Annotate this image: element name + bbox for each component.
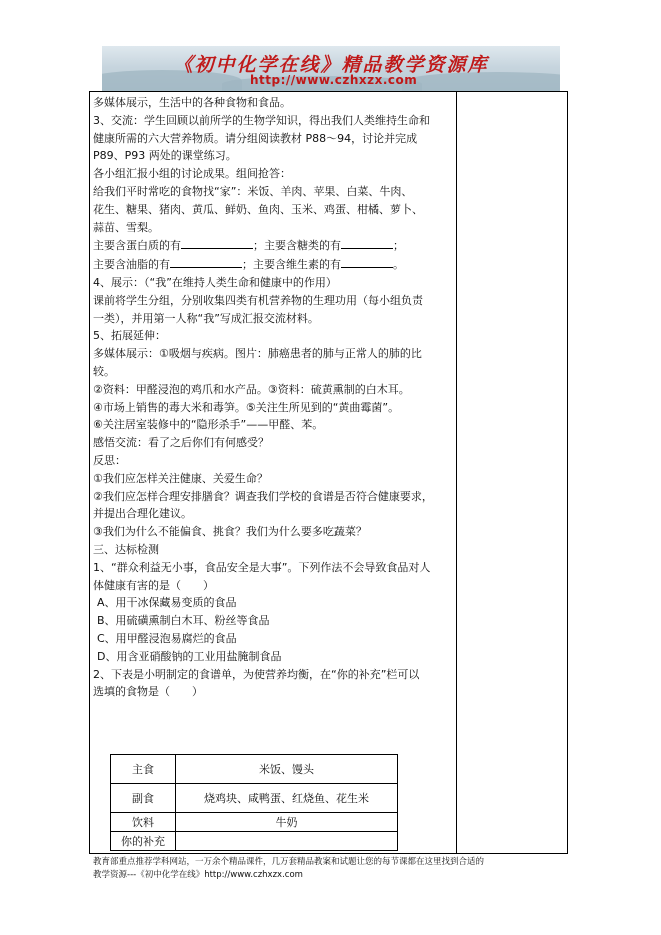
table-row bbox=[111, 813, 398, 832]
text-line: 感悟交流：看了之后你们有何感受？ bbox=[93, 436, 269, 450]
fill-blank-line bbox=[93, 255, 453, 274]
text-line: 反思： bbox=[93, 453, 126, 467]
row-label: 你的补充 bbox=[111, 832, 176, 851]
row-value: 烧鸡块、咸鸭蛋、红烧鱼、花生米 bbox=[176, 784, 398, 813]
table-row bbox=[111, 755, 398, 784]
text-line: 各小组汇报小组的讨论成果。组间抢答： bbox=[93, 167, 291, 181]
blank-label: ；主要含糖类的有 bbox=[253, 239, 341, 253]
banner-title: 《初中化学在线》精品教学资源库 bbox=[173, 54, 489, 76]
punct: ； bbox=[393, 239, 404, 253]
option-c: C、用甲醛浸泡易腐烂的食品 bbox=[97, 631, 237, 645]
answer-blank[interactable] bbox=[341, 236, 393, 249]
text-line: 4、展示：（“我”在维持人类生命和健康中的作用） bbox=[93, 275, 337, 289]
question-2: 2、下表是小明制定的食谱单，为使营养均衡，在“你的补充”栏可以 bbox=[93, 667, 420, 681]
answer-blank[interactable] bbox=[170, 255, 242, 268]
text-line: 一类），并用第一人称“我”写成汇报交流材料。 bbox=[93, 311, 319, 325]
text-line: 5、拓展延伸： bbox=[93, 329, 166, 343]
header-banner bbox=[102, 46, 560, 92]
option-b: B、用硫磺熏制白木耳、粉丝等食品 bbox=[97, 614, 270, 628]
text-line: 较。 bbox=[93, 364, 115, 378]
text-line: ②资料：甲醛浸泡的鸡爪和水产品。③资料：硫黄熏制的白木耳。 bbox=[93, 382, 410, 396]
table-row bbox=[111, 784, 398, 813]
text-line: ⑥关注居室装修中的“隐形杀手”——甲醛、苯。 bbox=[93, 418, 324, 432]
menu-table bbox=[110, 754, 398, 851]
row-label: 饮料 bbox=[111, 813, 176, 832]
text-line: 体健康有害的是（ ） bbox=[93, 578, 214, 592]
blank-label: 主要含蛋白质的有 bbox=[93, 239, 181, 253]
text-line: 蒜苗、雪梨。 bbox=[93, 220, 159, 234]
text-line: P89、P93 两处的课堂练习。 bbox=[93, 149, 237, 163]
banner-url[interactable]: http://www.czhxzx.com bbox=[250, 73, 418, 87]
text-line: ①我们应怎样关注健康、关爱生命？ bbox=[93, 471, 268, 485]
section-heading: 三、达标检测 bbox=[93, 542, 159, 556]
text-line: 选填的食物是（ ） bbox=[93, 685, 203, 699]
column-divider bbox=[456, 91, 457, 854]
punct: 。 bbox=[393, 258, 404, 272]
text-line: 健康所需的六大营养物质。请分组阅读教材 P88～94，讨论并完成 bbox=[93, 131, 418, 145]
answer-blank[interactable] bbox=[341, 255, 393, 268]
option-d: D、用含亚硝酸钠的工业用盐腌制食品 bbox=[97, 649, 282, 663]
row-value-blank[interactable] bbox=[176, 832, 398, 851]
text-line: 3、交流：学生回顾以前所学的生物学知识，得出我们人类维持生命和 bbox=[93, 113, 430, 127]
question-1: 1、“群众利益无小事，食品安全是大事”。下列作法不会导致食品对人 bbox=[93, 560, 431, 574]
page-footer bbox=[93, 856, 573, 882]
table-row bbox=[111, 832, 398, 851]
footer-line: 教育部重点推荐学科网站，一万余个精品课件，几万套精品教案和试题让您的每节课都在这里找到合适的 bbox=[93, 857, 485, 867]
text-line: 多媒体展示，生活中的各种食物和食品。 bbox=[93, 96, 291, 109]
row-value: 米饭、馒头 bbox=[176, 755, 398, 784]
footer-line: 教学资源---《初中化学在线》http://www.czhxzx.com bbox=[93, 870, 303, 880]
text-line: 课前将学生分组，分别收集四类有机营养物的生理功用（每小组负责 bbox=[93, 293, 423, 307]
blank-label: ；主要含维生素的有 bbox=[242, 258, 341, 272]
row-value: 牛奶 bbox=[176, 813, 398, 832]
text-line: 多媒体展示：①吸烟与疾病。图片：肺癌患者的肺与正常人的肺的比 bbox=[93, 347, 422, 361]
blank-label: 主要含油脂的有 bbox=[93, 258, 170, 272]
row-label: 主食 bbox=[111, 755, 176, 784]
text-line: ④市场上销售的毒大米和毒笋。⑤关注生所见到的“黄曲霉菌”。 bbox=[93, 400, 400, 414]
text-line: 给我们平时常吃的食物找“家”：米饭、羊肉、苹果、白菜、牛肉、 bbox=[93, 184, 413, 198]
lesson-content bbox=[93, 94, 453, 701]
text-line: ③我们为什么不能偏食、挑食？我们为什么要多吃蔬菜？ bbox=[93, 525, 367, 539]
option-a: A、用干冰保藏易变质的食品 bbox=[97, 596, 237, 610]
answer-blank[interactable] bbox=[181, 236, 253, 249]
text-line: 花生、糖果、猪肉、黄瓜、鲜奶、鱼肉、玉米、鸡蛋、柑橘、萝卜、 bbox=[93, 202, 423, 216]
text-line: ②我们应怎样合理安排膳食？调查我们学校的食谱是否符合健康要求， bbox=[93, 489, 433, 503]
fill-blank-line bbox=[93, 236, 453, 255]
row-label: 副食 bbox=[111, 784, 176, 813]
text-line: 并提出合理化建议。 bbox=[93, 507, 192, 521]
